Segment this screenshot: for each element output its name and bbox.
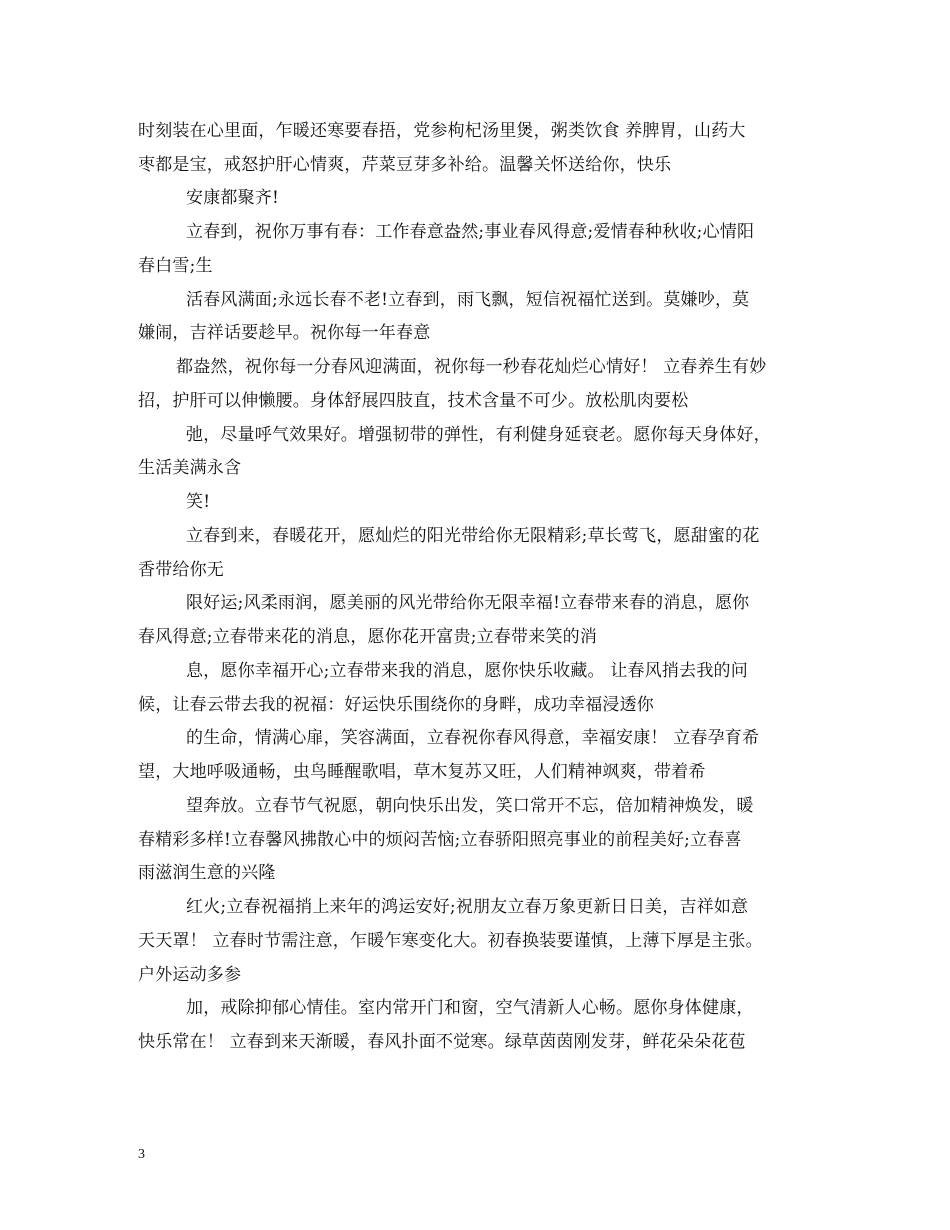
text-line: 弛，尽量呼气效果好。增强韧带的弹性，有利健身延衰老。愿你每天身体好， xyxy=(186,425,771,445)
text-line: 春白雪;生 xyxy=(138,256,213,276)
text-line: 时刻装在心里面，乍暖还寒要春捂，党参枸杞汤里煲，粥类饮食 养脾胃，山药大 xyxy=(138,121,746,141)
text-line: 都盎然，祝你每一分春风迎满面，祝你每一秒春花灿烂心情好！ 立春养生有妙 xyxy=(176,357,767,377)
text-line: 活春风满面;永远长春不老!立春到，雨飞飘，短信祝福忙送到。莫嫌吵，莫 xyxy=(186,290,750,310)
text-line: 息，愿你幸福开心;立春带来我的消息，愿你快乐收藏。 让春风捎去我的问 xyxy=(186,661,748,681)
text-line: 雨滋润生意的兴隆 xyxy=(138,863,276,883)
text-line: 候，让春云带去我的祝福：好运快乐围绕你的身畔，成功幸福浸透你 xyxy=(138,695,654,715)
text-line: 天天罩！ 立春时节需注意，乍暖乍寒变化大。初春换装要谨慎，上薄下厚是主张。 xyxy=(138,931,763,951)
text-line: 嫌闹，吉祥话要趁早。祝你每一年春意 xyxy=(138,323,431,343)
text-line: 望，大地呼吸通畅，虫鸟睡醒歌唱，草木复苏又旺，人们精神飒爽，带着希 xyxy=(138,762,706,782)
text-line: 招，护肝可以伸懒腰。身体舒展四肢直，技术含量不可少。放松肌肉要松 xyxy=(138,391,689,411)
text-line: 立春到来，春暖花开，愿灿烂的阳光带给你无限精彩;草长莺飞，愿甜蜜的花 xyxy=(186,526,760,546)
text-line: 红火;立春祝福捎上来年的鸿运安好;祝朋友立春万象更新日日美，吉祥如意 xyxy=(186,897,749,917)
text-line: 枣都是宝，戒怒护肝心情爽，芹菜豆芽多补给。温馨关怀送给你，快乐 xyxy=(138,155,672,175)
text-line: 望奔放。立春节气祝愿，朝向快乐出发，笑口常开不忘，倍加精神焕发，暖 xyxy=(186,796,754,816)
text-line: 快乐常在！ 立春到来天渐暖，春风扑面不觉寒。绿草茵茵刚发芽，鲜花朵朵花苞 xyxy=(138,1032,746,1052)
text-line: 香带给你无 xyxy=(138,560,224,580)
text-line: 安康都聚齐! xyxy=(186,188,280,208)
text-line: 加，戒除抑郁心情佳。室内常开门和窗，空气清新人心畅。愿你身体健康， xyxy=(186,998,754,1018)
text-line: 户外运动多参 xyxy=(138,965,242,985)
page-number: 3 xyxy=(138,1147,145,1162)
text-line: 笑! xyxy=(186,492,211,512)
text-line: 立春到，祝你万事有春：工作春意盎然;事业春风得意;爱情春种秋收;心情阳 xyxy=(186,222,755,242)
text-line: 的生命，情满心扉，笑容满面，立春祝你春风得意，幸福安康！ 立春孕育希 xyxy=(186,728,760,748)
text-line: 生活美满永含 xyxy=(138,458,242,478)
text-line: 春精彩多样!立春馨风拂散心中的烦闷苦恼;立春骄阳照亮事业的前程美好;立春喜 xyxy=(138,830,742,850)
text-line: 限好运;风柔雨润，愿美丽的风光带给你无限幸福!立春带来春的消息，愿你 xyxy=(186,593,750,613)
text-line: 春风得意;立春带来花的消息，愿你花开富贵;立春带来笑的消 xyxy=(138,627,598,647)
